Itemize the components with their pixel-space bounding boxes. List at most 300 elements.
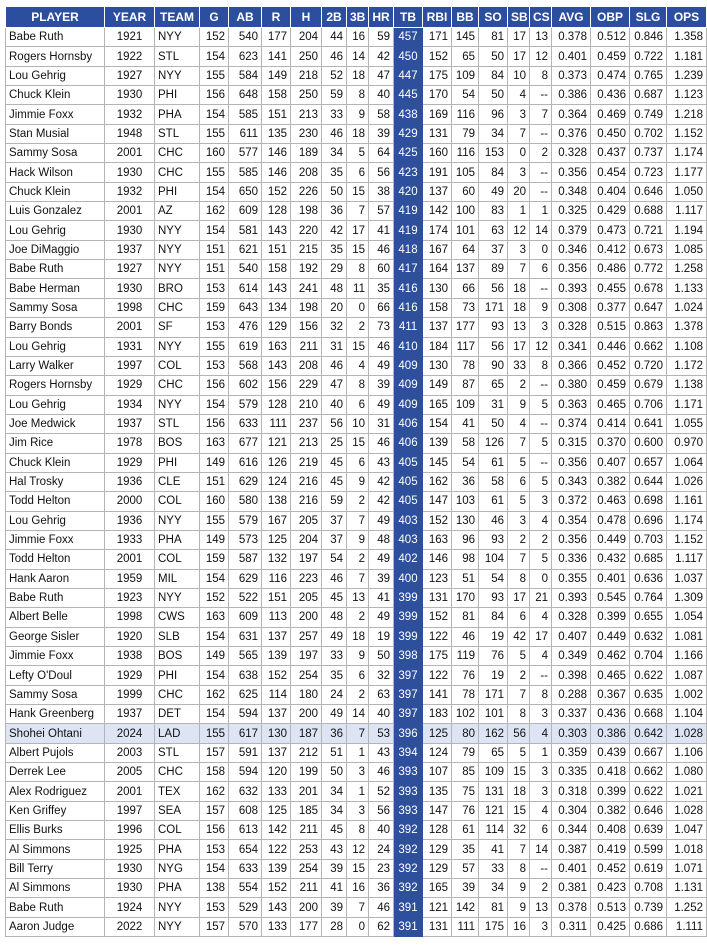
cell-year: 1932 xyxy=(105,182,155,201)
cell-3b: 6 xyxy=(347,163,369,182)
cell-team: CHC xyxy=(155,763,200,782)
cell-ops: 0.970 xyxy=(667,434,707,453)
cell-hr: 60 xyxy=(369,260,394,279)
cell-obp: 0.463 xyxy=(591,492,630,511)
column-header-year[interactable]: YEAR xyxy=(105,7,155,28)
cell-year: 1937 xyxy=(105,240,155,259)
cell-g: 157 xyxy=(200,743,229,762)
cell-rbi: 164 xyxy=(423,260,452,279)
cell-player: Lou Gehrig xyxy=(6,66,105,85)
cell-year: 2003 xyxy=(105,743,155,762)
cell-3b: 9 xyxy=(347,647,369,666)
column-header-player[interactable]: PLAYER xyxy=(6,7,105,28)
cell-slg: 0.600 xyxy=(630,434,667,453)
cell-bb: 142 xyxy=(452,898,479,917)
table-row xyxy=(6,318,707,337)
cell-sb: 3 xyxy=(508,163,530,182)
cell-so: 19 xyxy=(479,666,508,685)
cell-r: 137 xyxy=(262,705,291,724)
cell-bb: 109 xyxy=(452,395,479,414)
cell-avg: 0.356 xyxy=(552,260,591,279)
cell-avg: 0.349 xyxy=(552,647,591,666)
cell-so: 101 xyxy=(479,705,508,724)
cell-so: 34 xyxy=(479,879,508,898)
cell-team: NYY xyxy=(155,28,200,47)
column-header-slg[interactable]: SLG xyxy=(630,7,667,28)
cell-team: PHI xyxy=(155,453,200,472)
cell-cs: 0 xyxy=(530,240,552,259)
cell-cs: 12 xyxy=(530,47,552,66)
cell-player: Babe Ruth xyxy=(6,260,105,279)
cell-rbi: 124 xyxy=(423,743,452,762)
cell-bb: 170 xyxy=(452,588,479,607)
cell-ab: 611 xyxy=(229,124,262,143)
cell-rbi: 125 xyxy=(423,724,452,743)
cell-so: 61 xyxy=(479,453,508,472)
cell-3b: 1 xyxy=(347,743,369,762)
cell-hr: 38 xyxy=(369,182,394,201)
table-row xyxy=(6,163,707,182)
cell-cs: 3 xyxy=(530,917,552,936)
cell-h: 198 xyxy=(291,298,322,317)
cell-bb: 102 xyxy=(452,705,479,724)
cell-r: 152 xyxy=(262,666,291,685)
cell-g: 153 xyxy=(200,279,229,298)
cell-bb: 54 xyxy=(452,453,479,472)
cell-hr: 47 xyxy=(369,66,394,85)
table-row xyxy=(6,105,707,124)
cell-sb: 8 xyxy=(508,569,530,588)
cell-ab: 591 xyxy=(229,743,262,762)
cell-so: 50 xyxy=(479,86,508,105)
cell-slg: 0.667 xyxy=(630,743,667,762)
cell-cs: -- xyxy=(530,124,552,143)
cell-slg: 0.646 xyxy=(630,801,667,820)
cell-hr: 43 xyxy=(369,453,394,472)
cell-ops: 1.054 xyxy=(667,608,707,627)
cell-slg: 0.772 xyxy=(630,260,667,279)
cell-r: 137 xyxy=(262,743,291,762)
cell-h: 205 xyxy=(291,588,322,607)
cell-bb: 36 xyxy=(452,472,479,491)
cell-sb: 9 xyxy=(508,395,530,414)
cell-tb: 403 xyxy=(394,511,423,530)
cell-hr: 46 xyxy=(369,898,394,917)
cell-ab: 629 xyxy=(229,569,262,588)
cell-bb: 54 xyxy=(452,86,479,105)
cell-ab: 638 xyxy=(229,666,262,685)
cell-slg: 0.688 xyxy=(630,202,667,221)
cell-cs: 3 xyxy=(530,782,552,801)
cell-rbi: 147 xyxy=(423,492,452,511)
cell-team: PHI xyxy=(155,666,200,685)
cell-obp: 0.432 xyxy=(591,550,630,569)
cell-rbi: 149 xyxy=(423,376,452,395)
cell-so: 93 xyxy=(479,588,508,607)
cell-ops: 1.133 xyxy=(667,279,707,298)
cell-team: PHA xyxy=(155,105,200,124)
cell-ab: 643 xyxy=(229,298,262,317)
cell-h: 211 xyxy=(291,821,322,840)
cell-cs: 13 xyxy=(530,898,552,917)
cell-cs: -- xyxy=(530,859,552,878)
cell-cs: -- xyxy=(530,414,552,433)
cell-ops: 1.021 xyxy=(667,782,707,801)
cell-hr: 48 xyxy=(369,530,394,549)
cell-cs: 14 xyxy=(530,840,552,859)
cell-slg: 0.639 xyxy=(630,821,667,840)
cell-sb: 1 xyxy=(508,202,530,221)
cell-h: 223 xyxy=(291,569,322,588)
cell-g: 151 xyxy=(200,472,229,491)
cell-tb: 400 xyxy=(394,569,423,588)
cell-year: 1996 xyxy=(105,821,155,840)
cell-year: 1937 xyxy=(105,414,155,433)
cell-team: TEX xyxy=(155,782,200,801)
cell-g: 159 xyxy=(200,298,229,317)
cell-2b: 37 xyxy=(322,530,347,549)
cell-player: Babe Ruth xyxy=(6,588,105,607)
cell-ab: 570 xyxy=(229,917,262,936)
cell-year: 1924 xyxy=(105,898,155,917)
cell-avg: 0.303 xyxy=(552,724,591,743)
cell-2b: 45 xyxy=(322,588,347,607)
cell-ops: 1.085 xyxy=(667,240,707,259)
cell-sb: 17 xyxy=(508,588,530,607)
cell-so: 175 xyxy=(479,917,508,936)
table-row xyxy=(6,376,707,395)
cell-tb: 429 xyxy=(394,124,423,143)
cell-ops: 1.258 xyxy=(667,260,707,279)
cell-r: 156 xyxy=(262,376,291,395)
cell-rbi: 122 xyxy=(423,666,452,685)
cell-avg: 0.318 xyxy=(552,782,591,801)
cell-obp: 0.436 xyxy=(591,705,630,724)
cell-hr: 35 xyxy=(369,279,394,298)
cell-slg: 0.704 xyxy=(630,647,667,666)
cell-obp: 0.423 xyxy=(591,879,630,898)
cell-2b: 36 xyxy=(322,724,347,743)
cell-so: 153 xyxy=(479,144,508,163)
cell-tb: 393 xyxy=(394,801,423,820)
cell-team: NYY xyxy=(155,240,200,259)
cell-avg: 0.355 xyxy=(552,569,591,588)
column-header-sb[interactable]: SB xyxy=(508,7,530,28)
cell-year: 1920 xyxy=(105,627,155,646)
cell-ab: 522 xyxy=(229,588,262,607)
table-row xyxy=(6,898,707,917)
cell-player: Hal Trosky xyxy=(6,472,105,491)
cell-h: 230 xyxy=(291,124,322,143)
cell-sb: 15 xyxy=(508,763,530,782)
cell-sb: 18 xyxy=(508,782,530,801)
cell-sb: 5 xyxy=(508,647,530,666)
cell-player: Hack Wilson xyxy=(6,163,105,182)
cell-player: Lou Gehrig xyxy=(6,511,105,530)
cell-ab: 585 xyxy=(229,105,262,124)
table-row xyxy=(6,492,707,511)
cell-hr: 23 xyxy=(369,859,394,878)
cell-sb: 13 xyxy=(508,318,530,337)
cell-slg: 0.720 xyxy=(630,356,667,375)
cell-h: 250 xyxy=(291,86,322,105)
cell-obp: 0.449 xyxy=(591,627,630,646)
cell-slg: 0.679 xyxy=(630,376,667,395)
cell-ab: 581 xyxy=(229,221,262,240)
cell-ops: 1.037 xyxy=(667,569,707,588)
column-header-tb[interactable]: TB xyxy=(394,7,423,28)
table-row xyxy=(6,260,707,279)
cell-2b: 28 xyxy=(322,917,347,936)
cell-avg: 0.344 xyxy=(552,821,591,840)
cell-2b: 31 xyxy=(322,337,347,356)
cell-year: 1933 xyxy=(105,530,155,549)
column-header-3b[interactable]: 3B xyxy=(347,7,369,28)
cell-rbi: 174 xyxy=(423,221,452,240)
cell-tb: 447 xyxy=(394,66,423,85)
cell-player: Albert Belle xyxy=(6,608,105,627)
header-row xyxy=(6,7,707,28)
cell-tb: 403 xyxy=(394,530,423,549)
cell-so: 46 xyxy=(479,511,508,530)
cell-h: 253 xyxy=(291,840,322,859)
cell-slg: 0.722 xyxy=(630,47,667,66)
cell-2b: 46 xyxy=(322,124,347,143)
cell-team: NYY xyxy=(155,260,200,279)
cell-team: COL xyxy=(155,821,200,840)
cell-team: AZ xyxy=(155,202,200,221)
cell-g: 138 xyxy=(200,879,229,898)
cell-r: 163 xyxy=(262,337,291,356)
cell-g: 153 xyxy=(200,840,229,859)
cell-avg: 0.328 xyxy=(552,608,591,627)
cell-player: George Sisler xyxy=(6,627,105,646)
cell-tb: 411 xyxy=(394,318,423,337)
cell-r: 133 xyxy=(262,782,291,801)
cell-obp: 0.412 xyxy=(591,240,630,259)
cell-h: 200 xyxy=(291,705,322,724)
cell-r: 143 xyxy=(262,279,291,298)
cell-h: 208 xyxy=(291,356,322,375)
cell-avg: 0.356 xyxy=(552,530,591,549)
cell-h: 204 xyxy=(291,28,322,47)
cell-so: 65 xyxy=(479,743,508,762)
cell-hr: 49 xyxy=(369,511,394,530)
cell-2b: 45 xyxy=(322,453,347,472)
cell-slg: 0.687 xyxy=(630,86,667,105)
cell-3b: 2 xyxy=(347,550,369,569)
cell-player: Todd Helton xyxy=(6,550,105,569)
cell-player: Babe Ruth xyxy=(6,898,105,917)
cell-h: 211 xyxy=(291,879,322,898)
cell-rbi: 130 xyxy=(423,279,452,298)
cell-obp: 0.450 xyxy=(591,124,630,143)
cell-obp: 0.486 xyxy=(591,260,630,279)
cell-team: NYY xyxy=(155,395,200,414)
cell-rbi: 129 xyxy=(423,859,452,878)
cell-sb: 9 xyxy=(508,898,530,917)
cell-bb: 75 xyxy=(452,782,479,801)
cell-sb: 18 xyxy=(508,279,530,298)
cell-bb: 116 xyxy=(452,105,479,124)
cell-3b: 16 xyxy=(347,879,369,898)
cell-bb: 58 xyxy=(452,434,479,453)
stats-table xyxy=(5,6,707,937)
column-header-2b[interactable]: 2B xyxy=(322,7,347,28)
cell-hr: 46 xyxy=(369,337,394,356)
cell-so: 90 xyxy=(479,356,508,375)
cell-team: BOS xyxy=(155,647,200,666)
cell-ops: 1.239 xyxy=(667,66,707,85)
cell-h: 187 xyxy=(291,724,322,743)
cell-avg: 0.380 xyxy=(552,376,591,395)
cell-player: Lou Gehrig xyxy=(6,221,105,240)
cell-ops: 1.252 xyxy=(667,898,707,917)
cell-slg: 0.642 xyxy=(630,724,667,743)
cell-obp: 0.515 xyxy=(591,318,630,337)
cell-2b: 25 xyxy=(322,434,347,453)
cell-bb: 116 xyxy=(452,144,479,163)
cell-2b: 41 xyxy=(322,879,347,898)
cell-h: 254 xyxy=(291,666,322,685)
cell-tb: 396 xyxy=(394,724,423,743)
cell-avg: 0.378 xyxy=(552,898,591,917)
cell-obp: 0.465 xyxy=(591,666,630,685)
cell-cs: 3 xyxy=(530,705,552,724)
cell-sb: 3 xyxy=(508,105,530,124)
column-header-r[interactable]: R xyxy=(262,7,291,28)
column-header-obp[interactable]: OBP xyxy=(591,7,630,28)
cell-player: Stan Musial xyxy=(6,124,105,143)
table-row xyxy=(6,627,707,646)
column-header-cs[interactable]: CS xyxy=(530,7,552,28)
cell-team: COL xyxy=(155,550,200,569)
column-header-team[interactable]: TEAM xyxy=(155,7,200,28)
cell-slg: 0.739 xyxy=(630,898,667,917)
cell-cs: -- xyxy=(530,666,552,685)
cell-player: Joe DiMaggio xyxy=(6,240,105,259)
cell-team: PHA xyxy=(155,879,200,898)
cell-3b: 2 xyxy=(347,492,369,511)
cell-3b: 2 xyxy=(347,318,369,337)
cell-cs: 8 xyxy=(530,356,552,375)
cell-h: 199 xyxy=(291,763,322,782)
table-body xyxy=(6,28,707,937)
column-header-avg[interactable]: AVG xyxy=(552,7,591,28)
cell-year: 1999 xyxy=(105,685,155,704)
cell-team: LAD xyxy=(155,724,200,743)
cell-3b: 2 xyxy=(347,608,369,627)
cell-3b: 17 xyxy=(347,221,369,240)
cell-hr: 31 xyxy=(369,414,394,433)
column-header-rbi[interactable]: RBI xyxy=(423,7,452,28)
cell-so: 33 xyxy=(479,859,508,878)
cell-year: 1936 xyxy=(105,472,155,491)
column-header-so[interactable]: SO xyxy=(479,7,508,28)
cell-obp: 0.404 xyxy=(591,182,630,201)
cell-obp: 0.429 xyxy=(591,202,630,221)
cell-ops: 1.117 xyxy=(667,202,707,221)
table-row xyxy=(6,763,707,782)
cell-team: DET xyxy=(155,705,200,724)
cell-tb: 391 xyxy=(394,917,423,936)
cell-3b: 15 xyxy=(347,337,369,356)
cell-3b: 7 xyxy=(347,724,369,743)
column-header-hr[interactable]: HR xyxy=(369,7,394,28)
cell-ops: 1.108 xyxy=(667,337,707,356)
cell-obp: 0.454 xyxy=(591,163,630,182)
cell-avg: 0.328 xyxy=(552,144,591,163)
cell-sb: 3 xyxy=(508,240,530,259)
table-row xyxy=(6,47,707,66)
cell-h: 189 xyxy=(291,144,322,163)
column-header-ab[interactable]: AB xyxy=(229,7,262,28)
cell-avg: 0.381 xyxy=(552,879,591,898)
cell-g: 162 xyxy=(200,202,229,221)
cell-year: 1921 xyxy=(105,28,155,47)
column-header-ops[interactable]: OPS xyxy=(667,7,707,28)
cell-hr: 40 xyxy=(369,705,394,724)
cell-avg: 0.315 xyxy=(552,434,591,453)
cell-r: 137 xyxy=(262,627,291,646)
cell-2b: 46 xyxy=(322,569,347,588)
cell-cs: 5 xyxy=(530,550,552,569)
cell-3b: 10 xyxy=(347,414,369,433)
cell-so: 63 xyxy=(479,221,508,240)
cell-hr: 36 xyxy=(369,879,394,898)
cell-2b: 35 xyxy=(322,163,347,182)
cell-year: 1930 xyxy=(105,163,155,182)
cell-so: 58 xyxy=(479,472,508,491)
cell-ab: 585 xyxy=(229,163,262,182)
cell-so: 50 xyxy=(479,414,508,433)
cell-g: 160 xyxy=(200,144,229,163)
cell-tb: 416 xyxy=(394,298,423,317)
cell-r: 151 xyxy=(262,105,291,124)
column-header-g[interactable]: G xyxy=(200,7,229,28)
cell-obp: 0.545 xyxy=(591,588,630,607)
table-row xyxy=(6,724,707,743)
cell-ab: 614 xyxy=(229,279,262,298)
cell-bb: 109 xyxy=(452,66,479,85)
cell-so: 96 xyxy=(479,105,508,124)
cell-ab: 619 xyxy=(229,337,262,356)
cell-avg: 0.348 xyxy=(552,182,591,201)
cell-ab: 594 xyxy=(229,763,262,782)
table-row xyxy=(6,511,707,530)
cell-r: 121 xyxy=(262,434,291,453)
cell-2b: 44 xyxy=(322,28,347,47)
cell-g: 156 xyxy=(200,821,229,840)
cell-h: 197 xyxy=(291,647,322,666)
cell-h: 198 xyxy=(291,202,322,221)
cell-avg: 0.386 xyxy=(552,86,591,105)
cell-3b: 9 xyxy=(347,105,369,124)
column-header-bb[interactable]: BB xyxy=(452,7,479,28)
cell-h: 211 xyxy=(291,337,322,356)
cell-avg: 0.376 xyxy=(552,124,591,143)
cell-obp: 0.425 xyxy=(591,917,630,936)
cell-rbi: 165 xyxy=(423,395,452,414)
cell-h: 250 xyxy=(291,47,322,66)
cell-ab: 568 xyxy=(229,356,262,375)
cell-team: STL xyxy=(155,414,200,433)
column-header-h[interactable]: H xyxy=(291,7,322,28)
cell-tb: 399 xyxy=(394,588,423,607)
cell-3b: 9 xyxy=(347,472,369,491)
cell-slg: 0.696 xyxy=(630,511,667,530)
cell-player: Rogers Hornsby xyxy=(6,47,105,66)
